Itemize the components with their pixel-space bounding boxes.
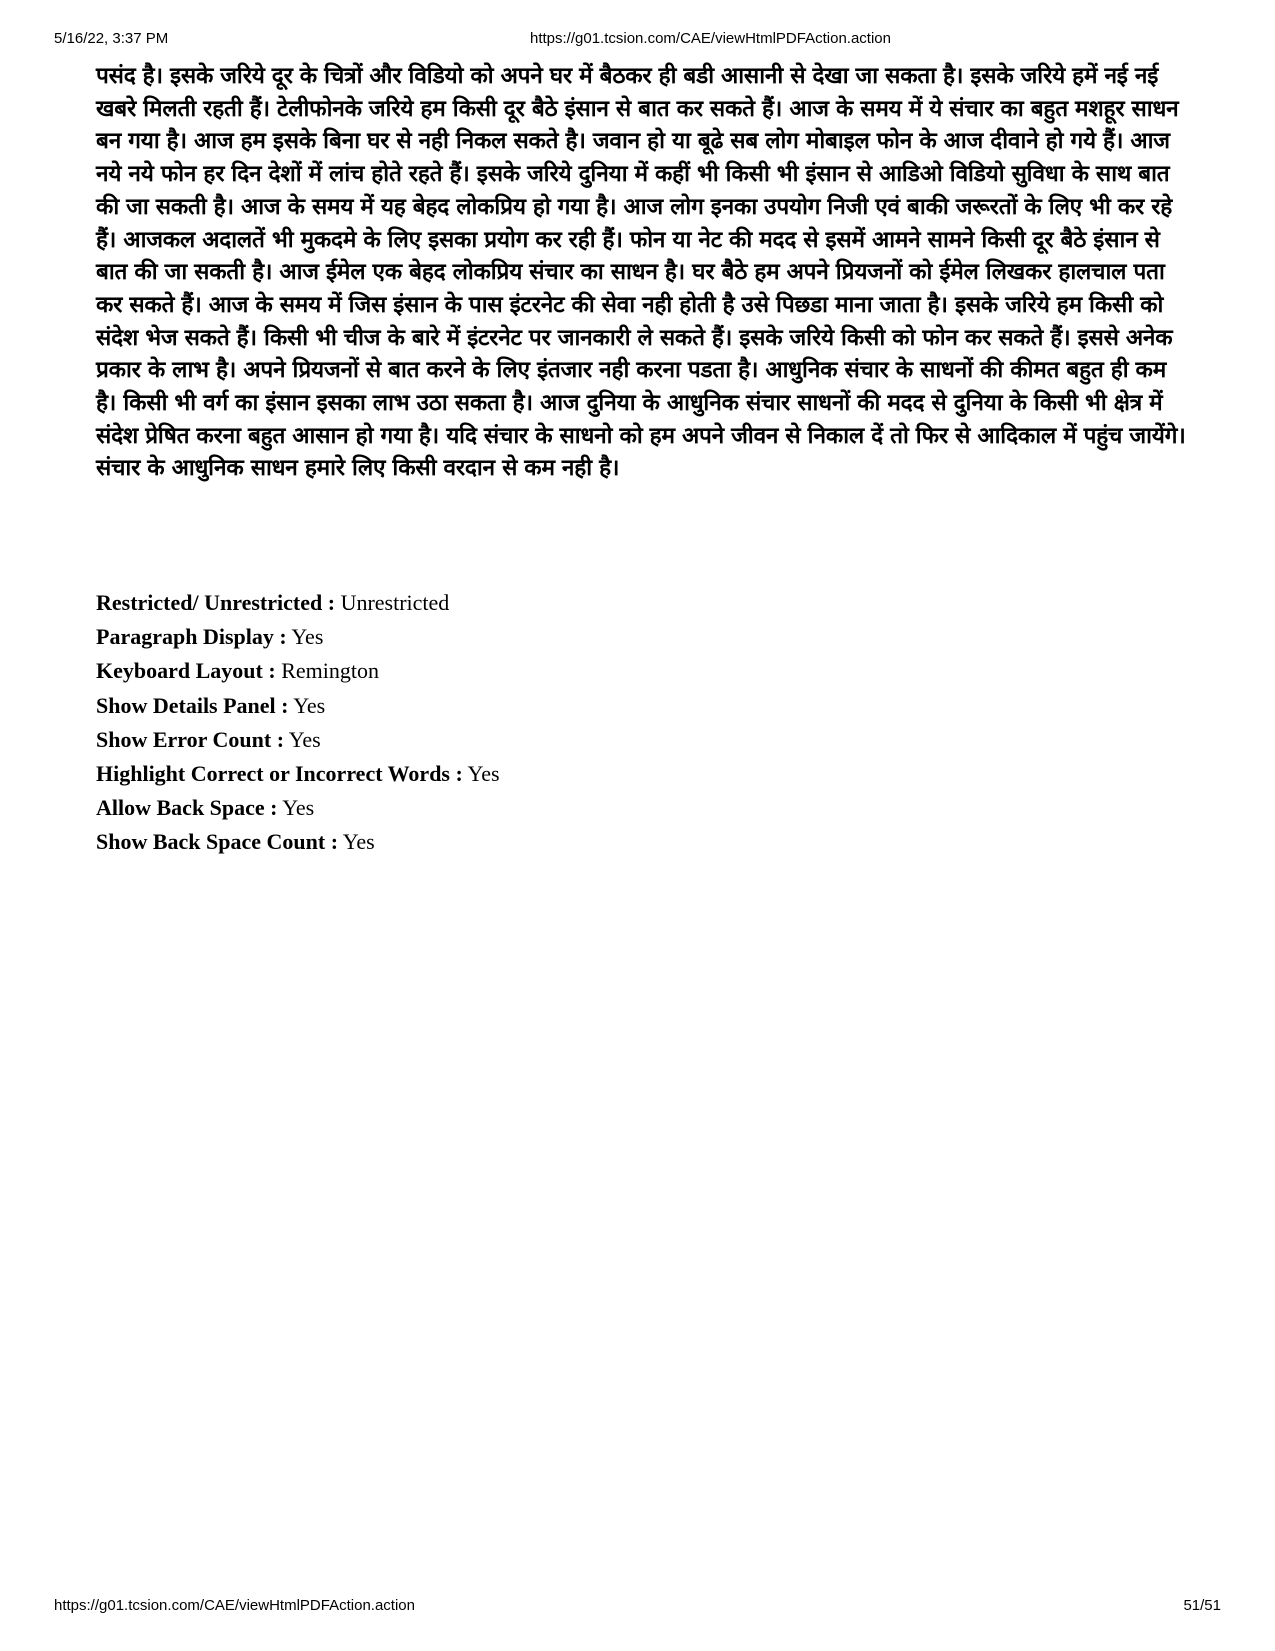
setting-label: Paragraph Display : xyxy=(96,624,287,650)
setting-keyboard-layout xyxy=(96,654,1096,688)
setting-label: Show Details Panel : xyxy=(96,692,289,718)
passage-text: पसंद है। इसके जरिये दूर के चित्रों और विडियो को अपने घर में बैठकर ही बडी आसानी से देखा जा सकता है। इसके जरिये हमें नई नई खबरे मिलती रहती हैं। टेलीफोनके जरिये हम किसी दूर बैठे इंसान से बात कर सकते हैं। आज के समय में ये संचार का बहुत मशहूर साधन बन गया है। आज हम इसके बिना घर से नही निकल सकते है। जवान हो या बूढे सब लोग मोबाइल फोन के आज दीवाने हो गये हैं। आज नये नये फोन हर दिन देशों में लांच होते रहते हैं। इसके जरिये दुनिया में कहीं भी किसी भी इंसान से आडिओ विडियो सुविधा के साथ बात की जा सकती है। आज के समय में यह बेहद लोकप्रिय हो गया है। आज लोग इनका उपयोग निजी एवं बाकी जरूरतों के लिए भी कर रहे हैं। आजकल अदालतें भी मुकदमे के लिए इसका प्रयोग कर रही हैं। फोन या नेट की मदद से इसमें आमने सामने किसी दूर बैठे इंसान से बात की जा सकती है। आज ईमेल एक बेहद लोकप्रिय संचार का साधन है। घर बैठे हम अपने प्रियजनों को ईमेल लिखकर हालचाल पता कर सकते हैं। आज के समय में जिस इंसान के पास इंटरनेट की सेवा नही होती है उसे पिछडा माना जाता है। इसके जरिये हम किसी को संदेश भेज सकते हैं। किसी भी चीज के बारे में इंटरनेट पर जानकारी ले सकते हैं। इसके जरिये किसी को फोन कर सकते हैं। इससे अनेक प्रकार के लाभ है। अपने प्रियजनों से बात करने के लिए इंतजार नही करना पडता है। आधुनिक संचार के साधनों की कीमत बहुत ही कम है। किसी भी वर्ग का इंसान इसका लाभ उठा सकता है। आज दुनिया के आधुनिक संचार साधनों की मदद से दुनिया के किसी भी क्षेत्र में संदेश प्रेषित करना बहुत आसान हो गया है। यदि संचार के साधनो को हम अपने जीवन से निकाल दें तो फिर से आदिकाल में पहुंच जायेंगे। संचार के आधुनिक साधन हमारे लिए किसी वरदान से कम नही है। xyxy=(96,63,1186,482)
setting-label: Highlight Correct or Incorrect Words : xyxy=(96,760,463,786)
setting-value: Yes xyxy=(291,624,324,650)
setting-label: Allow Back Space : xyxy=(96,795,278,821)
setting-show-back-space-count xyxy=(96,825,1096,859)
test-settings xyxy=(96,586,1096,860)
page-number: 51/51 xyxy=(1183,1597,1221,1614)
setting-highlight-words xyxy=(96,757,1096,791)
setting-label: Restricted/ Unrestricted : xyxy=(96,590,336,615)
print-header xyxy=(54,30,1221,52)
setting-value: Yes xyxy=(282,795,315,821)
setting-value: Yes xyxy=(342,829,375,855)
setting-value: Yes xyxy=(467,760,500,786)
setting-value: Remington xyxy=(281,658,379,684)
setting-paragraph-display xyxy=(96,620,1096,654)
print-footer xyxy=(54,1597,1221,1619)
setting-label: Show Error Count : xyxy=(96,726,285,752)
setting-allow-back-space xyxy=(96,791,1096,825)
print-datetime: 5/16/22, 3:37 PM xyxy=(54,30,169,47)
setting-value: Yes xyxy=(288,726,321,752)
setting-show-error-count xyxy=(96,723,1096,757)
setting-label: Keyboard Layout : xyxy=(96,658,276,684)
print-url: https://g01.tcsion.com/CAE/viewHtmlPDFAction.action xyxy=(530,30,891,47)
setting-show-details-panel xyxy=(96,689,1096,723)
footer-url: https://g01.tcsion.com/CAE/viewHtmlPDFAction.action xyxy=(54,1597,415,1614)
setting-value: Yes xyxy=(293,692,326,718)
setting-label: Show Back Space Count : xyxy=(96,829,339,855)
setting-restricted xyxy=(96,586,1096,620)
setting-value: Unrestricted xyxy=(340,590,450,615)
